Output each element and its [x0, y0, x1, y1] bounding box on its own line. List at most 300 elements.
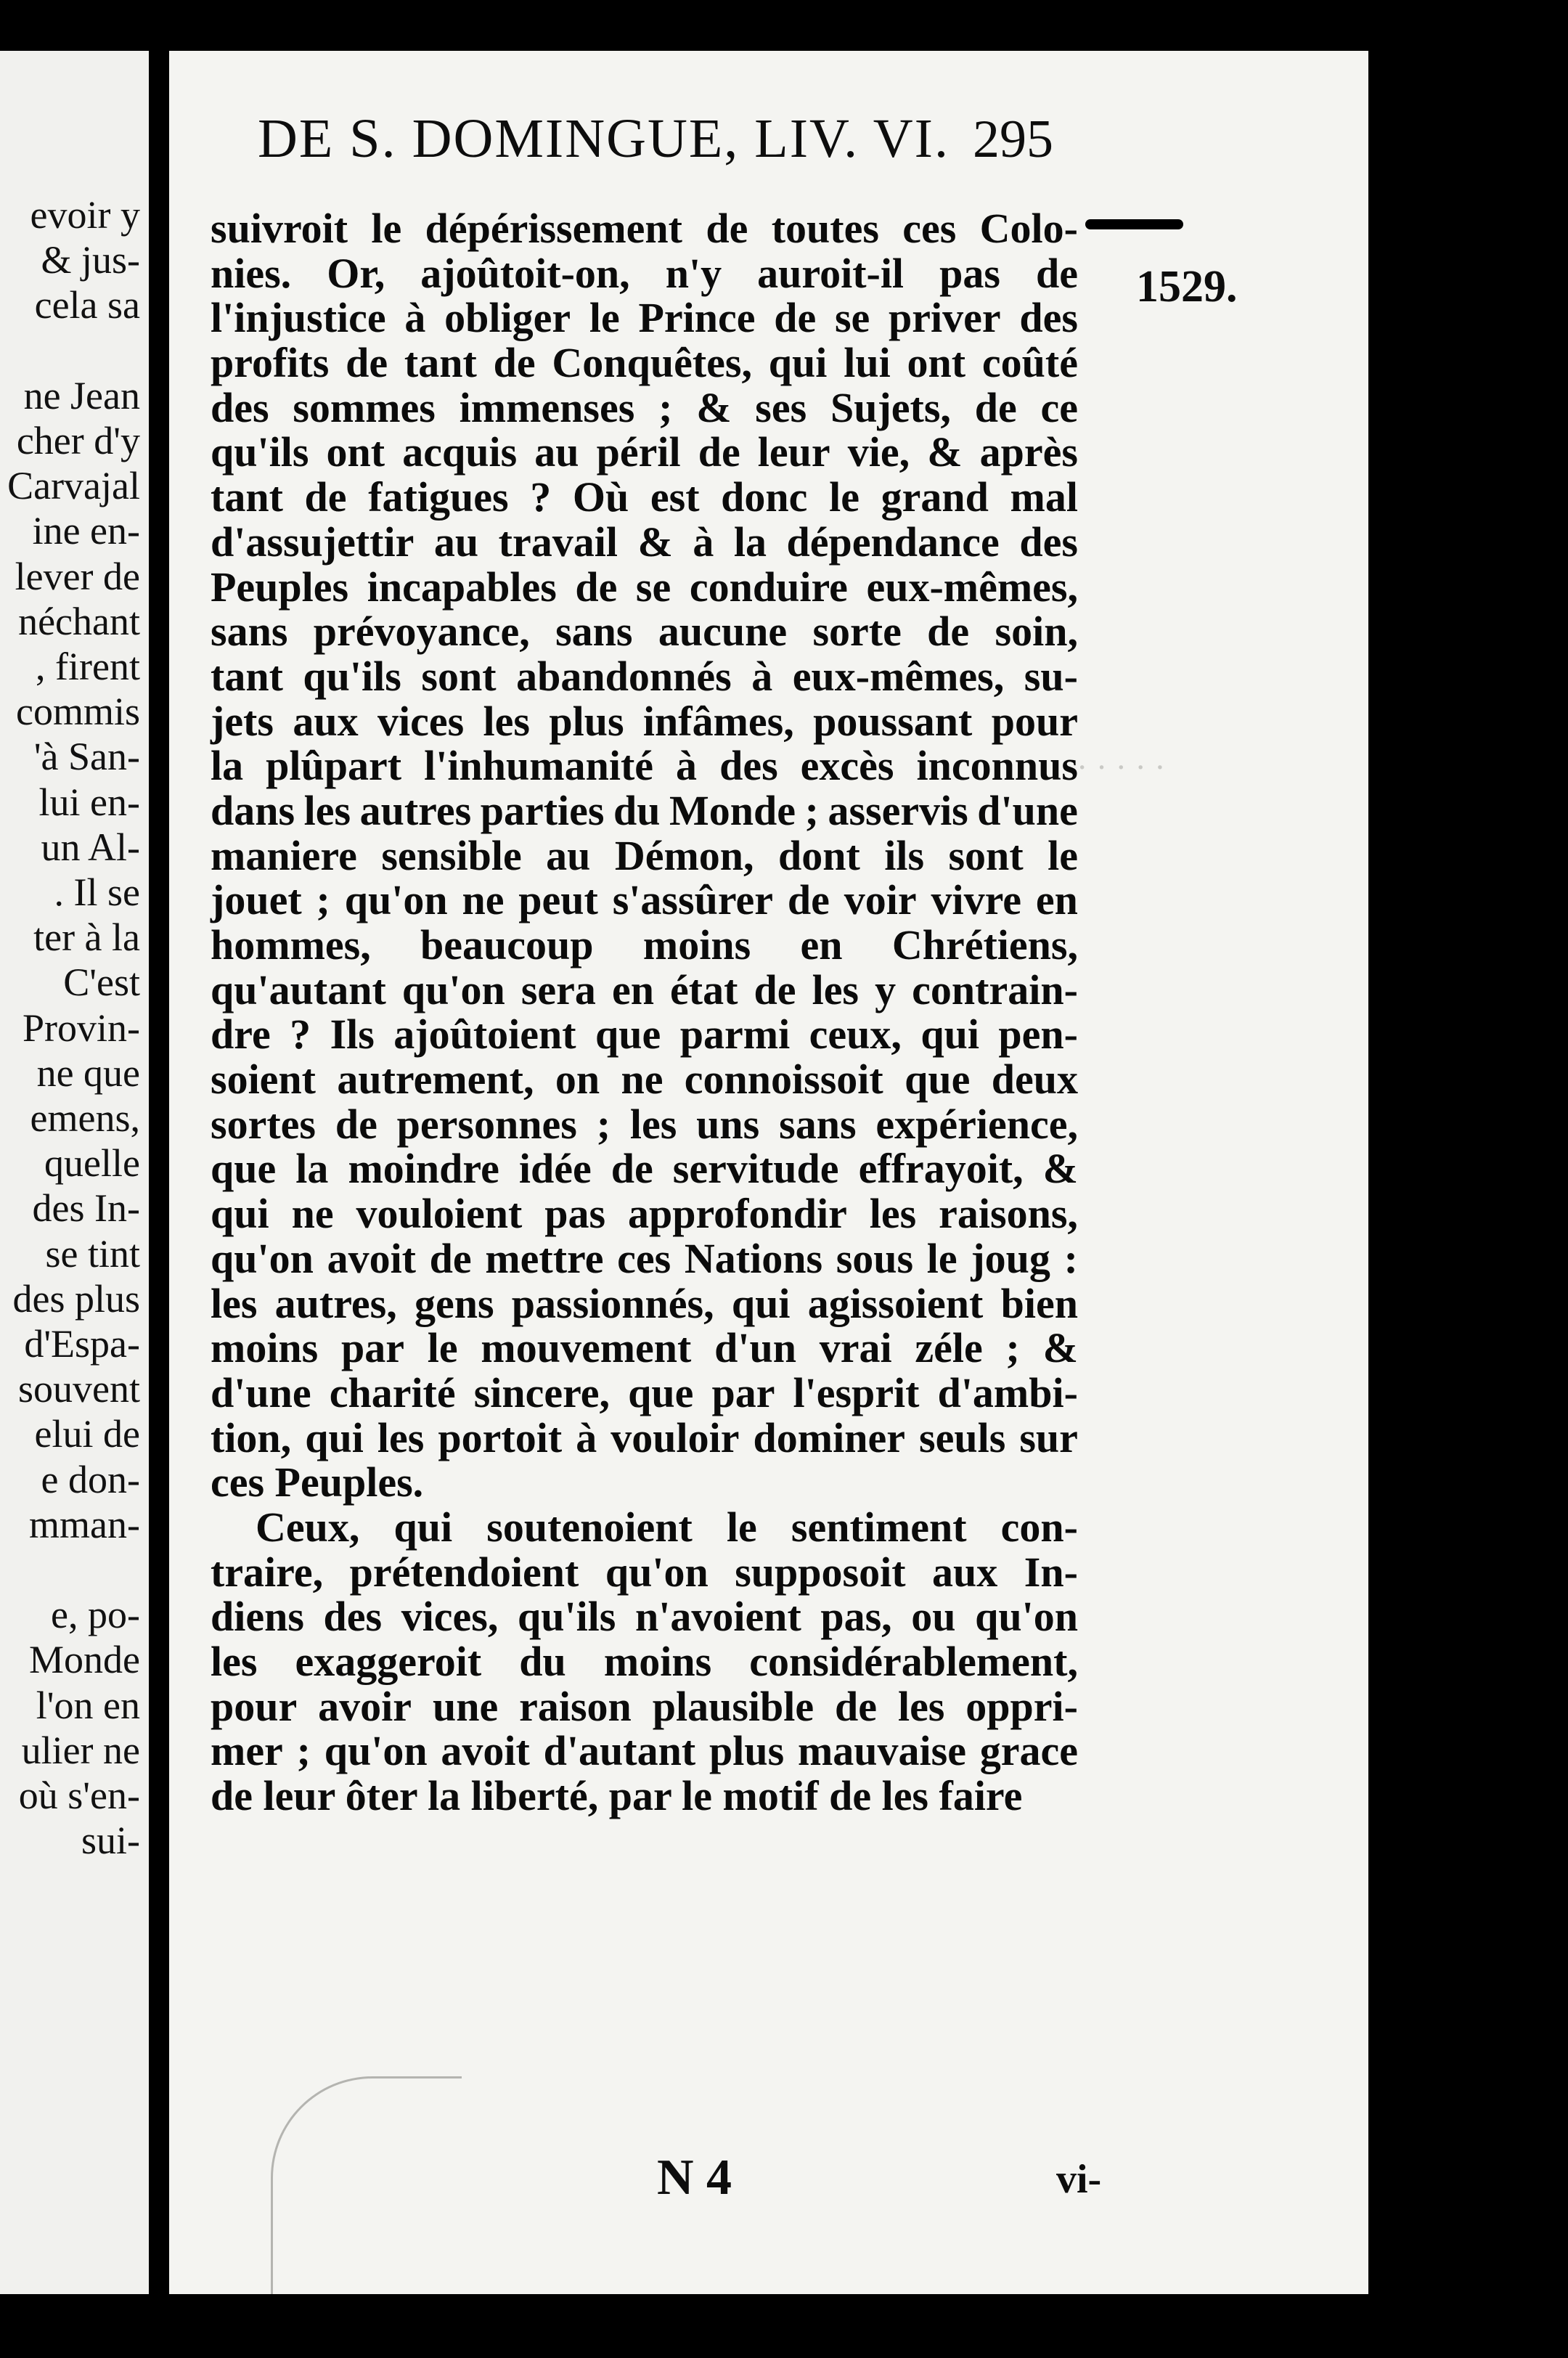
word: idée — [518, 1145, 592, 1193]
text-line — [211, 1236, 1078, 1281]
word: de — [611, 1145, 653, 1193]
word: le — [726, 1503, 757, 1551]
word: de — [927, 608, 970, 656]
word: poussant — [813, 697, 973, 745]
word: qu'on — [324, 1727, 428, 1775]
word: d'assujettir — [211, 518, 415, 566]
word: ? — [290, 1011, 311, 1058]
word: pen- — [998, 1011, 1078, 1058]
body-text — [211, 206, 1078, 1819]
word: qui — [768, 339, 828, 387]
word: qu'on — [975, 1593, 1078, 1641]
word: beaucoup — [420, 921, 594, 968]
word: sortes — [211, 1100, 316, 1148]
word: : — [1063, 1234, 1078, 1282]
text-line — [211, 833, 1078, 878]
word: des — [1019, 294, 1078, 342]
text-line — [211, 788, 1078, 833]
previous-page-line: emens, — [30, 1096, 140, 1140]
word: le — [829, 473, 859, 521]
word: d'une — [977, 786, 1078, 834]
word: de — [698, 428, 740, 476]
word: contrain- — [912, 966, 1078, 1013]
word: auroit-il — [757, 249, 905, 297]
text-line — [211, 1057, 1078, 1102]
word: zéle — [915, 1324, 983, 1372]
word: portoit — [438, 1413, 563, 1461]
word: grace — [979, 1727, 1078, 1775]
word: maniere — [211, 831, 357, 879]
word: qu'on — [401, 966, 505, 1013]
word: dominer — [753, 1413, 905, 1461]
word: au — [546, 831, 591, 879]
word: personnes — [396, 1100, 577, 1148]
text-line — [211, 1594, 1078, 1639]
text-line — [211, 1326, 1078, 1371]
word: n'y — [665, 249, 722, 297]
text-line — [211, 206, 1078, 251]
word: sans — [555, 608, 633, 656]
word: ajoûtoient — [393, 1011, 576, 1058]
signature-mark: N 4 — [657, 2150, 732, 2206]
word: ce — [1040, 383, 1078, 431]
word: du — [519, 1638, 566, 1685]
word: ; — [296, 1727, 311, 1775]
word: charité — [329, 1368, 456, 1416]
word: ceux, — [809, 1011, 902, 1058]
word: par — [341, 1324, 405, 1372]
word: mauvaise — [797, 1727, 966, 1775]
word: Colo- — [979, 205, 1078, 252]
previous-page-line: elui de — [34, 1412, 140, 1456]
text-line: de leur ôter la liberté, par le motif de les faire — [211, 1772, 1023, 1820]
word: sans — [779, 1100, 857, 1148]
word: ces — [617, 1234, 671, 1282]
word: raisons, — [939, 1190, 1078, 1238]
word: aux — [293, 697, 359, 745]
word: le — [371, 205, 402, 252]
word: les — [211, 1638, 258, 1685]
word: travail — [498, 518, 618, 566]
previous-page-line: où s'en- — [18, 1774, 140, 1817]
film-border-bottom — [0, 2294, 1568, 2358]
word: de — [304, 473, 347, 521]
word: qu'ils — [517, 1593, 616, 1641]
word: d'autant — [543, 1727, 696, 1775]
word: moins — [211, 1324, 319, 1372]
previous-page-line: Monde — [29, 1638, 140, 1682]
word: l'esprit — [793, 1368, 920, 1416]
previous-page-line: lever de — [15, 554, 140, 598]
word: le — [589, 294, 620, 342]
word: inconnus — [916, 742, 1078, 790]
word: soin, — [995, 608, 1078, 656]
word: ; — [596, 1100, 611, 1148]
word: que — [211, 1145, 277, 1193]
word: les — [869, 1190, 917, 1238]
word: agissoient — [807, 1279, 984, 1327]
word: plus — [709, 1727, 785, 1775]
previous-page-line: des plus — [12, 1276, 140, 1321]
text-line — [211, 1550, 1078, 1595]
previous-page-line: un Al- — [41, 825, 140, 869]
text-line: ces Peuples. — [211, 1459, 424, 1506]
text-line — [211, 1191, 1078, 1236]
word: tant — [211, 652, 283, 700]
word: la — [295, 1145, 329, 1193]
word: Où — [572, 473, 629, 521]
text-line — [211, 878, 1078, 923]
word: moins — [642, 921, 751, 968]
word: aucune — [658, 608, 788, 656]
word: se — [635, 563, 671, 611]
word: mer — [211, 1727, 283, 1775]
word: que — [628, 1368, 694, 1416]
word: des — [1019, 518, 1078, 566]
word: avoit — [441, 1727, 530, 1775]
word: péril — [596, 428, 681, 476]
word: qu'on — [211, 1234, 314, 1282]
word: Monde — [669, 786, 796, 834]
text-line — [211, 430, 1078, 475]
previous-page-line: & jus- — [41, 238, 140, 282]
word: diens — [211, 1593, 304, 1641]
text-line — [211, 1281, 1078, 1326]
text-line — [211, 520, 1078, 565]
word: plus — [549, 697, 624, 745]
previous-page-line: e, po- — [51, 1593, 140, 1637]
word: ses — [755, 383, 807, 431]
word: vie, — [847, 428, 910, 476]
word: Nations — [684, 1234, 823, 1282]
word: avoir — [318, 1682, 412, 1730]
word: de — [493, 339, 536, 387]
word: les — [629, 1100, 677, 1148]
word: à — [676, 742, 698, 790]
word: priver — [889, 294, 1001, 342]
word: les — [377, 1413, 425, 1461]
film-border-top — [0, 0, 1568, 51]
margin-rule — [1085, 219, 1183, 229]
page-number: 295 — [973, 110, 1053, 169]
catchword: vi- — [1056, 2157, 1102, 2202]
word: qu'autant — [211, 966, 386, 1013]
word: & — [1042, 1145, 1078, 1193]
word: sensible — [381, 831, 522, 879]
text-line — [211, 1102, 1078, 1147]
previous-page-line: commis — [16, 690, 140, 734]
previous-page-fragment — [0, 51, 149, 2294]
text-line — [211, 654, 1078, 699]
word: au — [433, 518, 479, 566]
previous-page-line: souvent — [18, 1367, 140, 1411]
word: profits — [211, 339, 330, 387]
previous-page-line: Carvajal — [7, 464, 140, 508]
word: la — [733, 518, 767, 566]
word: en — [1035, 876, 1078, 924]
word: vrai — [819, 1324, 892, 1372]
previous-page-line: se tint — [45, 1231, 140, 1276]
previous-page-line: mman- — [29, 1502, 140, 1546]
word: les — [211, 1279, 258, 1327]
word: donc — [721, 473, 808, 521]
margin-year-note: 1529. — [1136, 262, 1238, 311]
word: à — [751, 652, 773, 700]
word: dans — [211, 786, 295, 834]
word: de — [754, 966, 796, 1013]
previous-page-line: ulier ne — [21, 1728, 140, 1772]
word: con- — [1000, 1503, 1078, 1551]
text-line — [211, 1146, 1078, 1191]
text-line — [211, 609, 1078, 654]
word: approfondir — [627, 1190, 847, 1238]
word: conduire — [689, 563, 848, 611]
word: qu'ils — [303, 652, 401, 700]
previous-page-line: l'on en — [36, 1683, 140, 1727]
word: expérience, — [875, 1100, 1078, 1148]
word: de — [429, 1234, 472, 1282]
word: on — [555, 1056, 600, 1103]
word: fatigues — [368, 473, 509, 521]
word: sincere, — [473, 1368, 611, 1416]
previous-page-line: ter à la — [33, 915, 140, 960]
word: sorte — [812, 608, 902, 656]
word: vices — [377, 697, 465, 745]
word: n'avoient — [634, 1593, 801, 1641]
word: qui — [211, 1190, 269, 1238]
word: sur — [1019, 1413, 1078, 1461]
word: pas — [939, 249, 1000, 297]
word: joug — [971, 1234, 1050, 1282]
text-line — [211, 475, 1078, 520]
word: parties — [480, 786, 605, 834]
word: connoissoit — [684, 1056, 883, 1103]
word: Peuples — [211, 563, 349, 611]
word: peut — [518, 876, 598, 924]
text-line — [211, 1639, 1078, 1684]
word: eux-mêmes, — [792, 652, 1005, 700]
word: sont — [948, 831, 1024, 879]
word: pas — [544, 1190, 606, 1238]
word: Ceux, — [256, 1503, 360, 1551]
text-line — [211, 923, 1078, 968]
word: coûté — [981, 339, 1078, 387]
previous-page-line: lui en- — [38, 780, 140, 824]
word: Chrétiens, — [891, 921, 1078, 968]
previous-page-line: néchant — [18, 599, 140, 643]
word: des — [719, 742, 778, 790]
word: exaggeroit — [295, 1638, 482, 1685]
word: tant — [211, 473, 283, 521]
word: ; — [804, 786, 819, 834]
word: supposoit — [735, 1548, 906, 1596]
word: ont — [326, 428, 385, 476]
word: vouloir — [611, 1413, 740, 1461]
word: pour — [991, 697, 1078, 745]
word: grand — [881, 473, 989, 521]
word: qui — [393, 1503, 453, 1551]
word: dre — [211, 1011, 271, 1058]
page-curl-mark — [271, 2076, 462, 2294]
word: deux — [991, 1056, 1078, 1103]
word: sans — [211, 608, 288, 656]
previous-page-line: ne que — [36, 1051, 140, 1095]
word: pas, — [820, 1593, 892, 1641]
word: sera — [520, 966, 596, 1013]
word: su- — [1024, 652, 1078, 700]
word: sentiment — [791, 1503, 967, 1551]
word: y — [875, 966, 897, 1013]
word: des — [323, 1593, 383, 1641]
word: gens — [414, 1279, 494, 1327]
word: ne — [291, 1190, 334, 1238]
word: hommes, — [211, 921, 371, 968]
word: asservis — [828, 786, 968, 834]
word: est — [650, 473, 700, 521]
previous-page-line: ne Jean — [23, 373, 140, 417]
word: jouet — [211, 876, 302, 924]
word: seuls — [919, 1413, 1006, 1461]
word: autres — [359, 786, 472, 834]
word: acquis — [402, 428, 518, 476]
word: soutenoient — [486, 1503, 693, 1551]
word: au — [534, 428, 579, 476]
word: mal — [1010, 473, 1078, 521]
word: excès — [800, 742, 894, 790]
word: traire, — [211, 1548, 324, 1596]
word: abandonnés — [516, 652, 732, 700]
word: l'inhumanité — [424, 742, 653, 790]
word: l'injustice — [211, 294, 386, 342]
word: se — [834, 294, 870, 342]
word: passionnés, — [511, 1279, 714, 1327]
show-through-text: · · · · · — [1077, 748, 1166, 786]
word: la — [211, 742, 244, 790]
word: d'un — [714, 1324, 797, 1372]
word: de — [346, 339, 388, 387]
word: Sujets, — [830, 383, 951, 431]
word: ajoûtoit-on, — [420, 249, 630, 297]
word: incapables — [367, 563, 557, 611]
word: aux — [932, 1548, 998, 1596]
word: Prince — [638, 294, 756, 342]
word: bien — [1000, 1279, 1078, 1327]
word: de — [774, 294, 817, 342]
word: voir — [844, 876, 917, 924]
word: qu'ils — [211, 428, 309, 476]
word: parmi — [679, 1011, 791, 1058]
word: vivre — [931, 876, 1022, 924]
word: pour — [211, 1682, 298, 1730]
text-line — [211, 1012, 1078, 1057]
text-line — [211, 1413, 1078, 1461]
word: nies. — [211, 249, 292, 297]
word: après — [979, 428, 1078, 476]
word: uns — [696, 1100, 760, 1148]
word: vouloient — [356, 1190, 523, 1238]
text-line — [211, 565, 1078, 610]
word: à — [576, 1413, 597, 1461]
previous-page-line: cher d'y — [16, 419, 140, 462]
word: que — [905, 1056, 971, 1103]
previous-page-line: des In- — [32, 1186, 140, 1231]
text-line — [211, 385, 1078, 431]
word: vices, — [401, 1593, 499, 1641]
word: d'ambi- — [937, 1368, 1078, 1416]
word: qui — [305, 1413, 364, 1461]
page-gutter — [149, 51, 169, 2294]
previous-page-line: ine en- — [32, 509, 140, 553]
word: Démon, — [614, 831, 754, 879]
word: dont — [777, 831, 860, 879]
word: eux-mêmes, — [866, 563, 1078, 611]
text-line — [211, 1368, 1078, 1416]
word: de — [974, 383, 1017, 431]
word: qu'on — [344, 876, 448, 924]
word: plûpart — [266, 742, 402, 790]
word: de — [787, 876, 830, 924]
word: ; — [316, 876, 330, 924]
word: prétendoient — [349, 1548, 579, 1596]
word: à — [693, 518, 714, 566]
word: raison — [519, 1682, 632, 1730]
word: une — [432, 1682, 499, 1730]
word: dépendance — [786, 518, 1000, 566]
word: & — [696, 383, 732, 431]
text-line — [211, 743, 1078, 788]
previous-page-line: . Il se — [54, 870, 140, 914]
word: ? — [530, 473, 552, 521]
word: Conquêtes, — [552, 339, 752, 387]
word: par — [711, 1368, 775, 1416]
word: d'une — [211, 1368, 311, 1416]
word: moindre — [348, 1145, 499, 1193]
word: ne — [462, 876, 505, 924]
previous-page-line: e don- — [41, 1457, 140, 1501]
word: Or, — [327, 249, 385, 297]
word: sont — [421, 652, 497, 700]
word: infâmes, — [642, 697, 794, 745]
word: & — [927, 428, 963, 476]
word: ne — [621, 1056, 663, 1103]
text-line — [211, 340, 1078, 385]
word: Ils — [330, 1011, 375, 1058]
previous-page-line: cela sa — [34, 283, 140, 327]
text-line — [211, 1729, 1078, 1774]
word: prévoyance, — [313, 608, 530, 656]
word: les — [303, 786, 351, 834]
word: autrement, — [337, 1056, 534, 1103]
running-head: DE S. DOMINGUE, LIV. VI. — [258, 108, 950, 169]
word: ; — [658, 383, 673, 431]
previous-page-line: sui- — [81, 1819, 140, 1863]
word: les — [897, 1682, 945, 1730]
word: mettre — [485, 1234, 604, 1282]
word: lui — [844, 339, 891, 387]
previous-page-line: , firent — [36, 645, 140, 688]
word: ces — [902, 205, 957, 252]
word: servitude — [672, 1145, 839, 1193]
word: ils — [884, 831, 925, 879]
word: toutes — [771, 205, 879, 252]
text-line — [211, 295, 1078, 340]
word: tant — [404, 339, 477, 387]
word: jets — [211, 697, 274, 745]
previous-page-line: d'Espa- — [24, 1322, 140, 1366]
word: les — [483, 697, 530, 745]
word: de — [1035, 249, 1078, 297]
word: de — [706, 205, 748, 252]
